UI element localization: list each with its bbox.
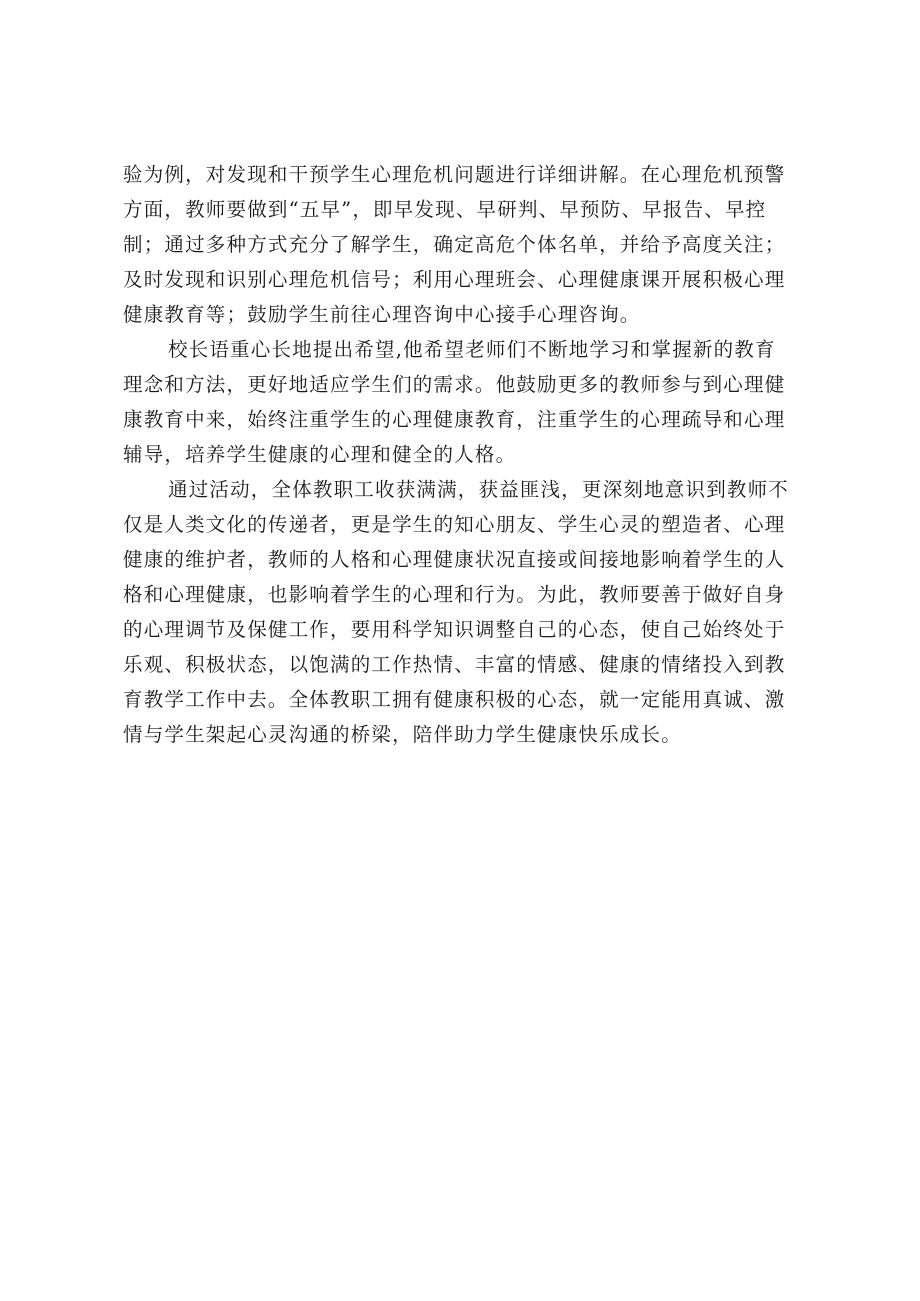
text-line: 仅是人类文化的传递者，更是学生的知心朋友、学生心灵的塑造者、心理 [123, 513, 786, 536]
text-line: 制；通过多种方式充分了解学生，确定高危个体名单，并给予高度关注； [123, 233, 786, 256]
text-line: 健康教育等；鼓励学生前往心理咨询中心接手心理咨询。 [123, 303, 641, 326]
text-line: 及时发现和识别心理危机信号；利用心理班会、心理健康课开展积极心理 [123, 268, 786, 291]
text-line: 校长语重心长地提出希望,他希望老师们不断地学习和掌握新的教育 [168, 338, 776, 361]
text-line: 格和心理健康，也影响着学生的心理和行为。为此，教师要善于做好自身 [123, 583, 786, 606]
text-line: 乐观、积极状态，以饱满的工作热情、丰富的情感、健康的情绪投入到教 [123, 653, 786, 676]
paragraph-1 [123, 157, 823, 332]
text-line: 的心理调节及保健工作，要用科学知识调整自己的心态，使自己始终处于 [123, 618, 786, 641]
text-line: 康教育中来，始终注重学生的心理健康教育，注重学生的心理疏导和心理 [123, 408, 786, 431]
text-line: 情与学生架起心灵沟通的桥梁，陪伴助力学生健康快乐成长。 [123, 723, 682, 746]
text-line: 理念和方法，更好地适应学生们的需求。他鼓励更多的教师参与到心理健 [123, 373, 786, 396]
text-line: 验为例，对发现和干预学生心理危机问题进行详细讲解。在心理危机预警 [123, 163, 786, 186]
paragraph-3 [123, 472, 823, 752]
text-line: 通过活动，全体教职工收获满满，获益匪浅，更深刻地意识到教师不 [168, 478, 790, 501]
paragraph-2 [123, 332, 823, 472]
text-line: 健康的维护者，教师的人格和心理健康状况直接或间接地影响着学生的人 [123, 548, 786, 571]
body-text [123, 157, 823, 752]
text-line: 育教学工作中去。全体教职工拥有健康积极的心态，就一定能用真诚、激 [123, 688, 786, 711]
text-line: 方面，教师要做到“五早”，即早发现、早研判、早预防、早报告、早控 [123, 198, 767, 221]
text-line: 辅导，培养学生健康的心理和健全的人格。 [123, 443, 517, 466]
